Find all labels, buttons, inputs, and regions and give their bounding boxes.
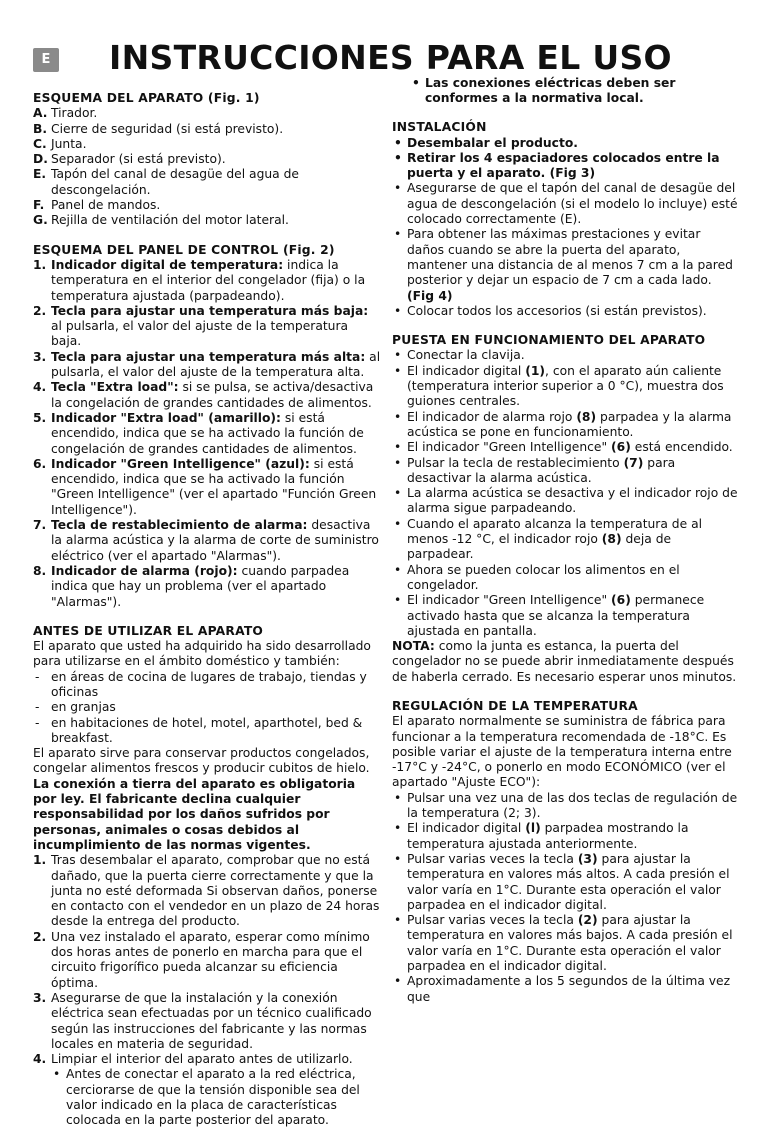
- section-heading-esquema-panel: ESQUEMA DEL PANEL DE CONTROL (Fig. 2): [33, 242, 335, 257]
- list-item: 3. Asegurarse de que la instalación y la conexión eléctrica sean efectuadas por un técnico cualificado según las instrucciones del fabricante y las normas locales en materia de seguridad.: [33, 990, 372, 1051]
- language-badge: E: [33, 48, 59, 72]
- list-item: • El indicador de alarma rojo (8) parpadea y la alarma acústica se pone en funcionamiento.: [392, 410, 738, 441]
- list-item: • El indicador digital (1), con el aparato aún caliente (temperatura interior superior a 0 °C), muestra dos guiones centrales.: [392, 364, 738, 410]
- list-item: • Retirar los 4 espaciadores colocados entre la puerta y el aparato. (Fig 3): [392, 151, 738, 182]
- esquema-aparato-list: [33, 106, 381, 228]
- list-item: • Cuando el aparato alcanza la temperatura de al menos -12 °C, el indicador rojo (8) deja de parpadear.: [392, 517, 738, 563]
- list-item: 8. Indicador de alarma (rojo): cuando parpadea indica que hay un problema (ver el apartado "Alarmas").: [33, 563, 350, 609]
- list-item: • Aproximadamente a los 5 segundos de la última vez que: [392, 974, 738, 1005]
- list-item: 2. Tecla para ajustar una temperatura más baja: al pulsarla, el valor del ajuste de la temperatura baja.: [33, 303, 369, 349]
- list-item: • Pulsar varias veces la tecla (3) para ajustar la temperatura en valores más altos. A cada presión el valor varía en 1°C. Durante esta operación el valor parpadea en el indicador digital.: [392, 852, 738, 913]
- regulacion-intro: El aparato normalmente se suministra de fábrica para funcionar a la temperatura recomendada de -18°C. Es posible variar el ajuste de la temperatura interna entre -17°C y -24°C, o ponerlo en modo ECONÓMICO (ver el apartado "Ajuste ECO"):: [392, 714, 732, 790]
- esquema-panel-list: [33, 258, 381, 610]
- list-item: - en áreas de cocina de lugares de trabajo, tiendas y oficinas: [35, 669, 367, 699]
- antes-warning: La conexión a tierra del aparato es obligatoria por ley. El fabricante declina cualquier responsabilidad por los daños sufridos por personas, animales o cosas debidos al incumplimiento de las normas vigentes.: [33, 776, 356, 852]
- list-item: 4. Limpiar el interior del aparato antes de utilizarlo.: [33, 1052, 353, 1067]
- antes-sirve: El aparato sirve para conservar productos congelados, congelar alimentos frescos y producir cubitos de hielo.: [33, 746, 370, 776]
- sub-bullet: • Antes de conectar el aparato a la red eléctrica, cerciorarse de que la tensión disponible sea del valor indicado en la placa de características colocada en la parte posterior del aparato.: [51, 1067, 381, 1128]
- list-item: • Para obtener las máximas prestaciones y evitar daños cuando se abre la puerta del aparato, mantener una distancia de al menos 7 cm a la pared posterior y dejar un espacio de 7 cm a cada lado. (Fig 4): [392, 227, 738, 303]
- section-heading-puesta: PUESTA EN FUNCIONAMIENTO DEL APARATO: [392, 333, 706, 348]
- list-item: • Asegurarse de que el tapón del canal de desagüe del agua de descongelación (si el modelo lo incluye) esté colocado correctamente (E).: [392, 181, 738, 227]
- list-item: 2. Una vez instalado el aparato, esperar como mínimo dos horas antes de ponerlo en marcha para que el circuito frigorífico pueda alcanzar su eficiencia óptima.: [33, 929, 370, 990]
- list-item: • Pulsar una vez una de las dos teclas de regulación de la temperatura (2; 3).: [392, 791, 738, 822]
- list-item: • Conectar la clavija.: [392, 348, 738, 363]
- list-item: • El indicador digital (l) parpadea mostrando la temperatura ajustada anteriormente.: [392, 821, 738, 852]
- sub-bullet-bold: • Las conexiones eléctricas deben ser conformes a la normativa local.: [410, 76, 738, 107]
- list-item: - en habitaciones de hotel, motel, aparthotel, bed & breakfast.: [35, 715, 363, 745]
- antes-dash-list: [33, 670, 381, 746]
- list-item: • Pulsar la tecla de restablecimiento (7) para desactivar la alarma acústica.: [392, 456, 738, 487]
- list-item: C. Junta.: [33, 136, 87, 151]
- list-item: 1. Indicador digital de temperatura: indica la temperatura en el interior del congelador (fija) o la temperatura ajustada (parpadeando).: [33, 257, 366, 303]
- section-heading-esquema-aparato: ESQUEMA DEL APARATO (Fig. 1): [33, 91, 260, 105]
- left-column: [33, 91, 381, 1129]
- list-item: • Ahora se pueden colocar los alimentos en el congelador.: [392, 563, 738, 594]
- puesta-list: [392, 348, 738, 639]
- list-item: 7. Tecla de restablecimiento de alarma: desactiva la alarma acústica y la alarma de corte de suministro eléctrico (ver el apartado "Alarmas").: [33, 518, 379, 563]
- list-item: F. Panel de mandos.: [33, 198, 161, 213]
- list-item: • Colocar todos los accesorios (si están previstos).: [392, 304, 738, 319]
- instalacion-list: [392, 136, 738, 320]
- list-item: • El indicador "Green Intelligence" (6) permanece activado hasta que se alcanza la temperatura ajustada en pantalla.: [392, 593, 738, 639]
- list-item: • Desembalar el producto.: [392, 136, 738, 151]
- list-item: B. Cierre de seguridad (si está previsto).: [33, 121, 284, 136]
- list-item: 5. Indicador "Extra load" (amarillo): si está encendido, indica que se ha activado la función de congelación de grandes cantidades de alimentos.: [33, 410, 364, 456]
- list-item: 6. Indicador "Green Intelligence" (azul): si está encendido, indica que se ha activado la función "Green Intelligence" (ver el apartado "Función Green Intelligence").: [33, 456, 377, 517]
- list-item: 1. Tras desembalar el aparato, comprobar que no está dañado, que la puerta cierre correctamente y que la junta no esté deformada Si observan daños, ponerse en contacto con el vendedor en un plazo de 24 horas desde la entrega del producto.: [33, 853, 380, 929]
- list-item: • Pulsar varias veces la tecla (2) para ajustar la temperatura en valores más bajos. A cada presión el valor varía en 1°C. Durante esta operación el valor parpadea en el indicador digital.: [392, 913, 738, 974]
- regulacion-list: [392, 791, 738, 1005]
- section-heading-instalacion: INSTALACIÓN: [392, 120, 487, 135]
- list-item: G. Rejilla de ventilación del motor lateral.: [33, 213, 289, 228]
- puesta-nota: NOTA: como la junta es estanca, la puerta del congelador no se puede abrir inmediatamente después de haberla cerrado. Es necesario esperar unos minutos.: [392, 639, 737, 684]
- list-item: 4. Tecla "Extra load": si se pulsa, se activa/desactiva la congelación de grandes cantidades de alimentos.: [33, 380, 374, 410]
- list-item: • El indicador "Green Intelligence" (6) está encendido.: [392, 440, 738, 455]
- antes-intro: El aparato que usted ha adquirido ha sido desarrollado para utilizarse en el ámbito doméstico y también:: [33, 639, 371, 669]
- antes-steps: [33, 853, 381, 1128]
- list-item: [33, 1067, 381, 1128]
- page-title: INSTRUCCIONES PARA EL USO: [109, 38, 672, 77]
- list-item: A. Tirador.: [33, 106, 98, 121]
- section-heading-antes: ANTES DE UTILIZAR EL APARATO: [33, 623, 264, 638]
- list-item: • La alarma acústica se desactiva y el indicador rojo de alarma sigue parpadeando.: [392, 486, 738, 517]
- antes-continued: [392, 76, 738, 107]
- right-column: [392, 75, 738, 1005]
- list-item: E. Tapón del canal de desagüe del agua de descongelación.: [33, 167, 300, 197]
- list-item: D. Separador (si está previsto).: [33, 152, 226, 167]
- list-item: - en granjas: [35, 700, 116, 715]
- list-item: 3. Tecla para ajustar una temperatura más alta: al pulsarla, el valor del ajuste de la temperatura alta.: [33, 349, 381, 380]
- section-heading-regulacion: REGULACIÓN DE LA TEMPERATURA: [392, 698, 638, 713]
